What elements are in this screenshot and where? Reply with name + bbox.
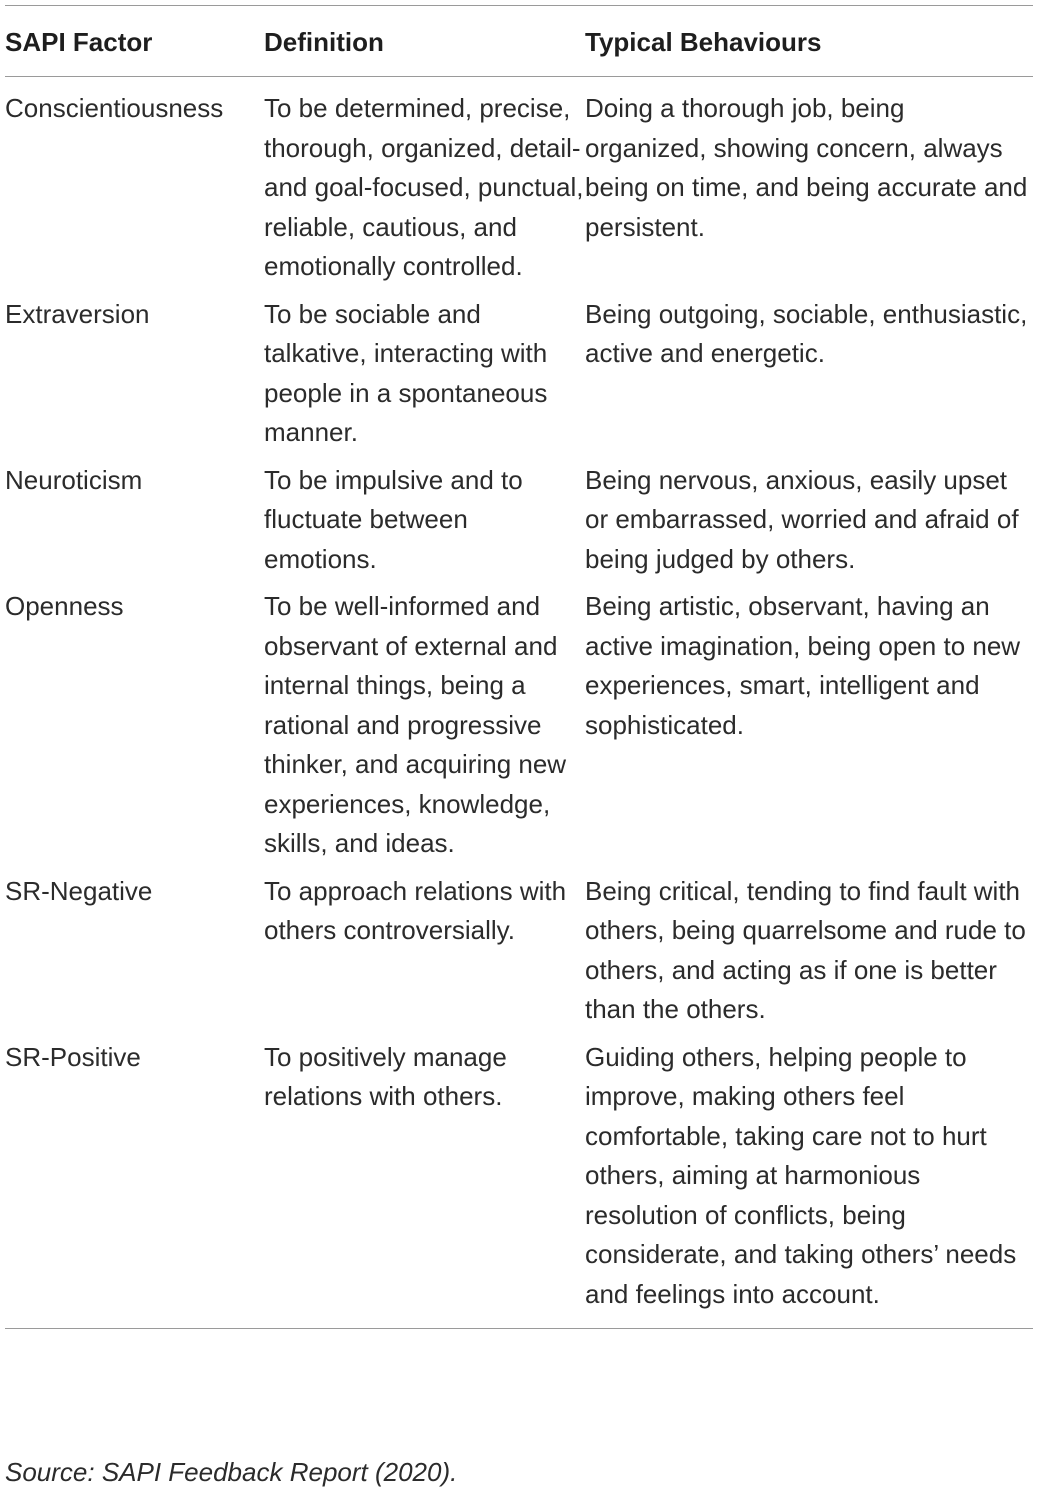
cell-factor: SR-Negative: [5, 875, 153, 906]
cell-factor: Openness: [5, 591, 124, 621]
cell-behaviours: Being nervous, anxious, easily upset or embarrassed, worried and afraid of being judged by others.: [585, 464, 1019, 574]
table-row: [5, 587, 1033, 872]
table: [5, 6, 1033, 1328]
cell-factor: SR-Positive: [5, 1041, 141, 1072]
table-row: [5, 295, 1033, 461]
sapi-factor-table: [5, 5, 1033, 1329]
source-note: Source: SAPI Feedback Report (2020).: [5, 1457, 458, 1487]
header-sapi-factor: SAPI Factor: [5, 27, 153, 57]
header-definition: Definition: [264, 27, 384, 57]
cell-behaviours: Doing a thorough job, being organized, showing concern, always being on time, and being accurate and persistent.: [585, 93, 1028, 242]
table-row: [5, 77, 1033, 295]
header-typical-behaviours: Typical Behaviours: [585, 27, 822, 57]
cell-definition: To approach relations with others controversially.: [264, 875, 567, 945]
cell-definition: To be sociable and talkative, interacting with people in a spontaneous manner.: [264, 298, 548, 447]
cell-definition: To be well-informed and observant of external and internal things, being a rational and progressive thinker, and acquiring new experiences, knowledge, skills, and ideas.: [264, 591, 567, 858]
cell-behaviours: Being outgoing, sociable, enthusiastic, active and energetic.: [585, 298, 1028, 368]
table-row: [5, 872, 1033, 1038]
cell-behaviours: Being artistic, observant, having an active imagination, being open to new experiences, smart, intelligent and sophisticated.: [585, 591, 1021, 740]
cell-factor: Extraversion: [5, 298, 150, 329]
cell-behaviours: Being critical, tending to find fault with others, being quarrelsome and rude to others, and acting as if one is better than the others.: [585, 875, 1026, 1024]
cell-definition: To positively manage relations with others.: [264, 1041, 507, 1111]
cell-definition: To be determined, precise, thorough, organized, detail- and goal-focused, punctual, reliable, cautious, and emotionally controlled.: [264, 93, 584, 281]
table-header-row: [5, 6, 1033, 77]
cell-definition: To be impulsive and to fluctuate between emotions.: [264, 464, 523, 574]
table-row: [5, 461, 1033, 588]
cell-factor: Neuroticism: [5, 464, 143, 495]
cell-behaviours: Guiding others, helping people to improve, making others feel comfortable, taking care not to hurt others, aiming at harmonious resolution of conflicts, being considerate, and taking others’ needs and feelings into account.: [585, 1041, 1017, 1309]
table-row: [5, 1038, 1033, 1329]
cell-factor: Conscientiousness: [5, 93, 224, 123]
table-bottom-rule: [5, 1328, 1033, 1329]
